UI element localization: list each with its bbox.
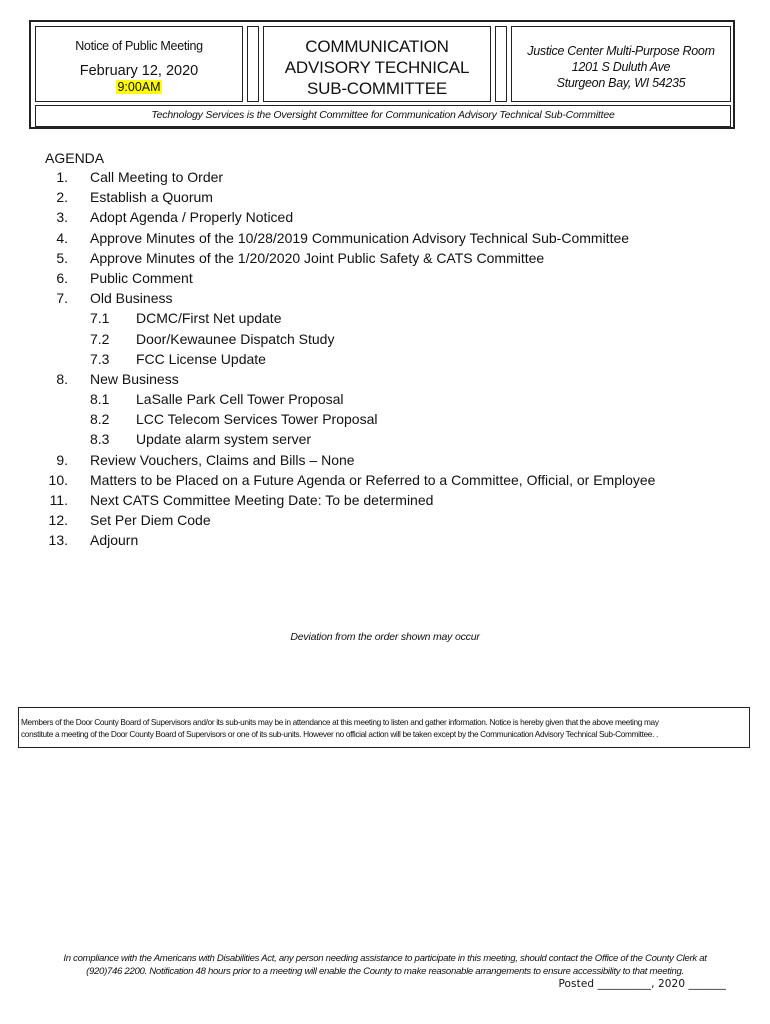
agenda-item-text: Call Meeting to Order xyxy=(90,169,224,185)
disclaimer-line: Members of the Door County Board of Supervisors and/or its sub-units may be in attendance at this meeting to listen and gather information. Notice is hereby given that the above meeting may xyxy=(21,717,659,727)
notice-box xyxy=(35,26,243,102)
agenda-item-text: Review Vouchers, Claims and Bills – None xyxy=(90,451,355,468)
agenda-subitem-text: LaSalle Park Cell Tower Proposal xyxy=(136,391,344,408)
agenda-item-text: Adjourn xyxy=(90,532,139,549)
agenda-item-number: 4. xyxy=(56,229,68,246)
disclaimer-box xyxy=(18,707,750,748)
agenda-subitem xyxy=(45,308,725,328)
agenda-item-number: 13. xyxy=(48,532,68,549)
ada-notice xyxy=(0,952,770,978)
agenda-subitem xyxy=(45,349,725,369)
agenda-list xyxy=(45,167,725,551)
notice-label: Notice of Public Meeting xyxy=(75,39,203,53)
agenda-item-text: New Business xyxy=(90,370,179,387)
header-divider-left xyxy=(247,26,259,102)
meeting-location xyxy=(512,43,730,91)
agenda-item xyxy=(45,207,725,227)
meeting-time xyxy=(36,80,242,94)
agenda-subitem-number: 7.2 xyxy=(90,330,110,347)
agenda-subitem xyxy=(45,389,725,409)
disclaimer-line: constitute a meeting of the Door County Board of Supervisors or one of its sub-units. However no official action will be taken except by the Communication Advisory Technical Sub-Committee. . xyxy=(21,729,658,739)
agenda-item-text: Public Comment xyxy=(90,269,193,286)
location-line: Justice Center Multi-Purpose Room xyxy=(527,44,715,58)
meeting-time-highlight: 9:00AM xyxy=(117,80,161,94)
deviation-note: Deviation from the order shown may occur xyxy=(290,631,480,643)
agenda-item-number: 9. xyxy=(56,451,68,468)
agenda-item-text: Approve Minutes of the 1/20/2020 Joint Public Safety & CATS Committee xyxy=(90,249,545,266)
agenda-item xyxy=(45,248,725,268)
agenda-item-text: Matters to be Placed on a Future Agenda or Referred to a Committee, Official, or Employee xyxy=(90,471,656,488)
agenda-item-number: 12. xyxy=(48,512,68,529)
title-line: SUB-COMMITTEE xyxy=(306,79,447,98)
agenda-item xyxy=(45,187,725,207)
posted-line: Posted __________, 2020 _______ xyxy=(558,978,726,990)
agenda-subitem-text: Update alarm system server xyxy=(136,431,312,448)
agenda-item-text: Old Business xyxy=(90,290,173,307)
agenda-item-number: 6. xyxy=(56,269,68,286)
agenda-item-number: 3. xyxy=(56,209,68,226)
agenda-item-text: Set Per Diem Code xyxy=(90,512,211,529)
agenda-item xyxy=(45,228,725,248)
oversight-box xyxy=(35,105,731,127)
location-box xyxy=(511,26,731,102)
agenda-subitem-number: 7.3 xyxy=(90,350,110,367)
agenda xyxy=(45,150,725,551)
location-line: 1201 S Duluth Ave xyxy=(571,60,671,74)
agenda-item xyxy=(45,510,725,530)
agenda-item xyxy=(45,369,725,389)
ada-line: In compliance with the Americans with Disabilities Act, any person needing assistance to participate in this meeting, should contact the Office of the County Clerk at xyxy=(63,953,707,964)
title-line: COMMUNICATION xyxy=(305,37,449,56)
location-line: Sturgeon Bay, WI 54235 xyxy=(556,76,686,90)
agenda-subitem-text: DCMC/First Net update xyxy=(136,310,282,327)
agenda-item-text: Next CATS Committee Meeting Date: To be determined xyxy=(90,492,434,508)
agenda-item-number: 2. xyxy=(56,189,68,206)
agenda-subitem-number: 8.1 xyxy=(90,391,110,408)
agenda-heading: AGENDA xyxy=(45,150,105,166)
agenda-item xyxy=(45,167,725,187)
oversight-note: Technology Services is the Oversight Committee for Communication Advisory Technical Sub-Committee xyxy=(151,109,615,121)
agenda-item xyxy=(45,450,725,470)
committee-title xyxy=(264,36,490,99)
agenda-item-text: Approve Minutes of the 10/28/2019 Communication Advisory Technical Sub-Committee xyxy=(90,229,630,246)
agenda-item-number: 5. xyxy=(56,249,68,266)
agenda-item xyxy=(45,288,725,308)
agenda-item-number: 11. xyxy=(49,492,68,508)
agenda-item-number: 1. xyxy=(56,169,68,185)
agenda-subitem xyxy=(45,409,725,429)
agenda-item-number: 7. xyxy=(56,290,68,307)
agenda-subitem-text: Door/Kewaunee Dispatch Study xyxy=(136,330,335,347)
agenda-subitem-number: 8.2 xyxy=(90,411,110,428)
agenda-item xyxy=(45,530,725,550)
title-box xyxy=(263,26,491,102)
agenda-item xyxy=(45,470,725,490)
agenda-item-text: Adopt Agenda / Properly Noticed xyxy=(90,209,294,226)
meeting-date: February 12, 2020 xyxy=(79,63,199,79)
ada-line: (920)746 2200. Notification 48 hours prior to a meeting will enable the County to make reasonable arrangements to ensure accessibility to that meeting. xyxy=(86,966,684,977)
agenda-subitem-number: 8.3 xyxy=(90,431,110,448)
agenda-subitem-text: LCC Telecom Services Tower Proposal xyxy=(136,411,378,428)
agenda-subitem xyxy=(45,429,725,449)
agenda-subitem xyxy=(45,329,725,349)
agenda-subitem-number: 7.1 xyxy=(90,310,110,327)
agenda-item-number: 10. xyxy=(48,471,68,488)
title-line: ADVISORY TECHNICAL xyxy=(284,58,470,77)
header-divider-right xyxy=(495,26,507,102)
agenda-item xyxy=(45,490,725,510)
agenda-subitem-text: FCC License Update xyxy=(136,350,266,367)
agenda-item-number: 8. xyxy=(56,370,68,387)
agenda-item-text: Establish a Quorum xyxy=(90,189,213,206)
agenda-item xyxy=(45,268,725,288)
